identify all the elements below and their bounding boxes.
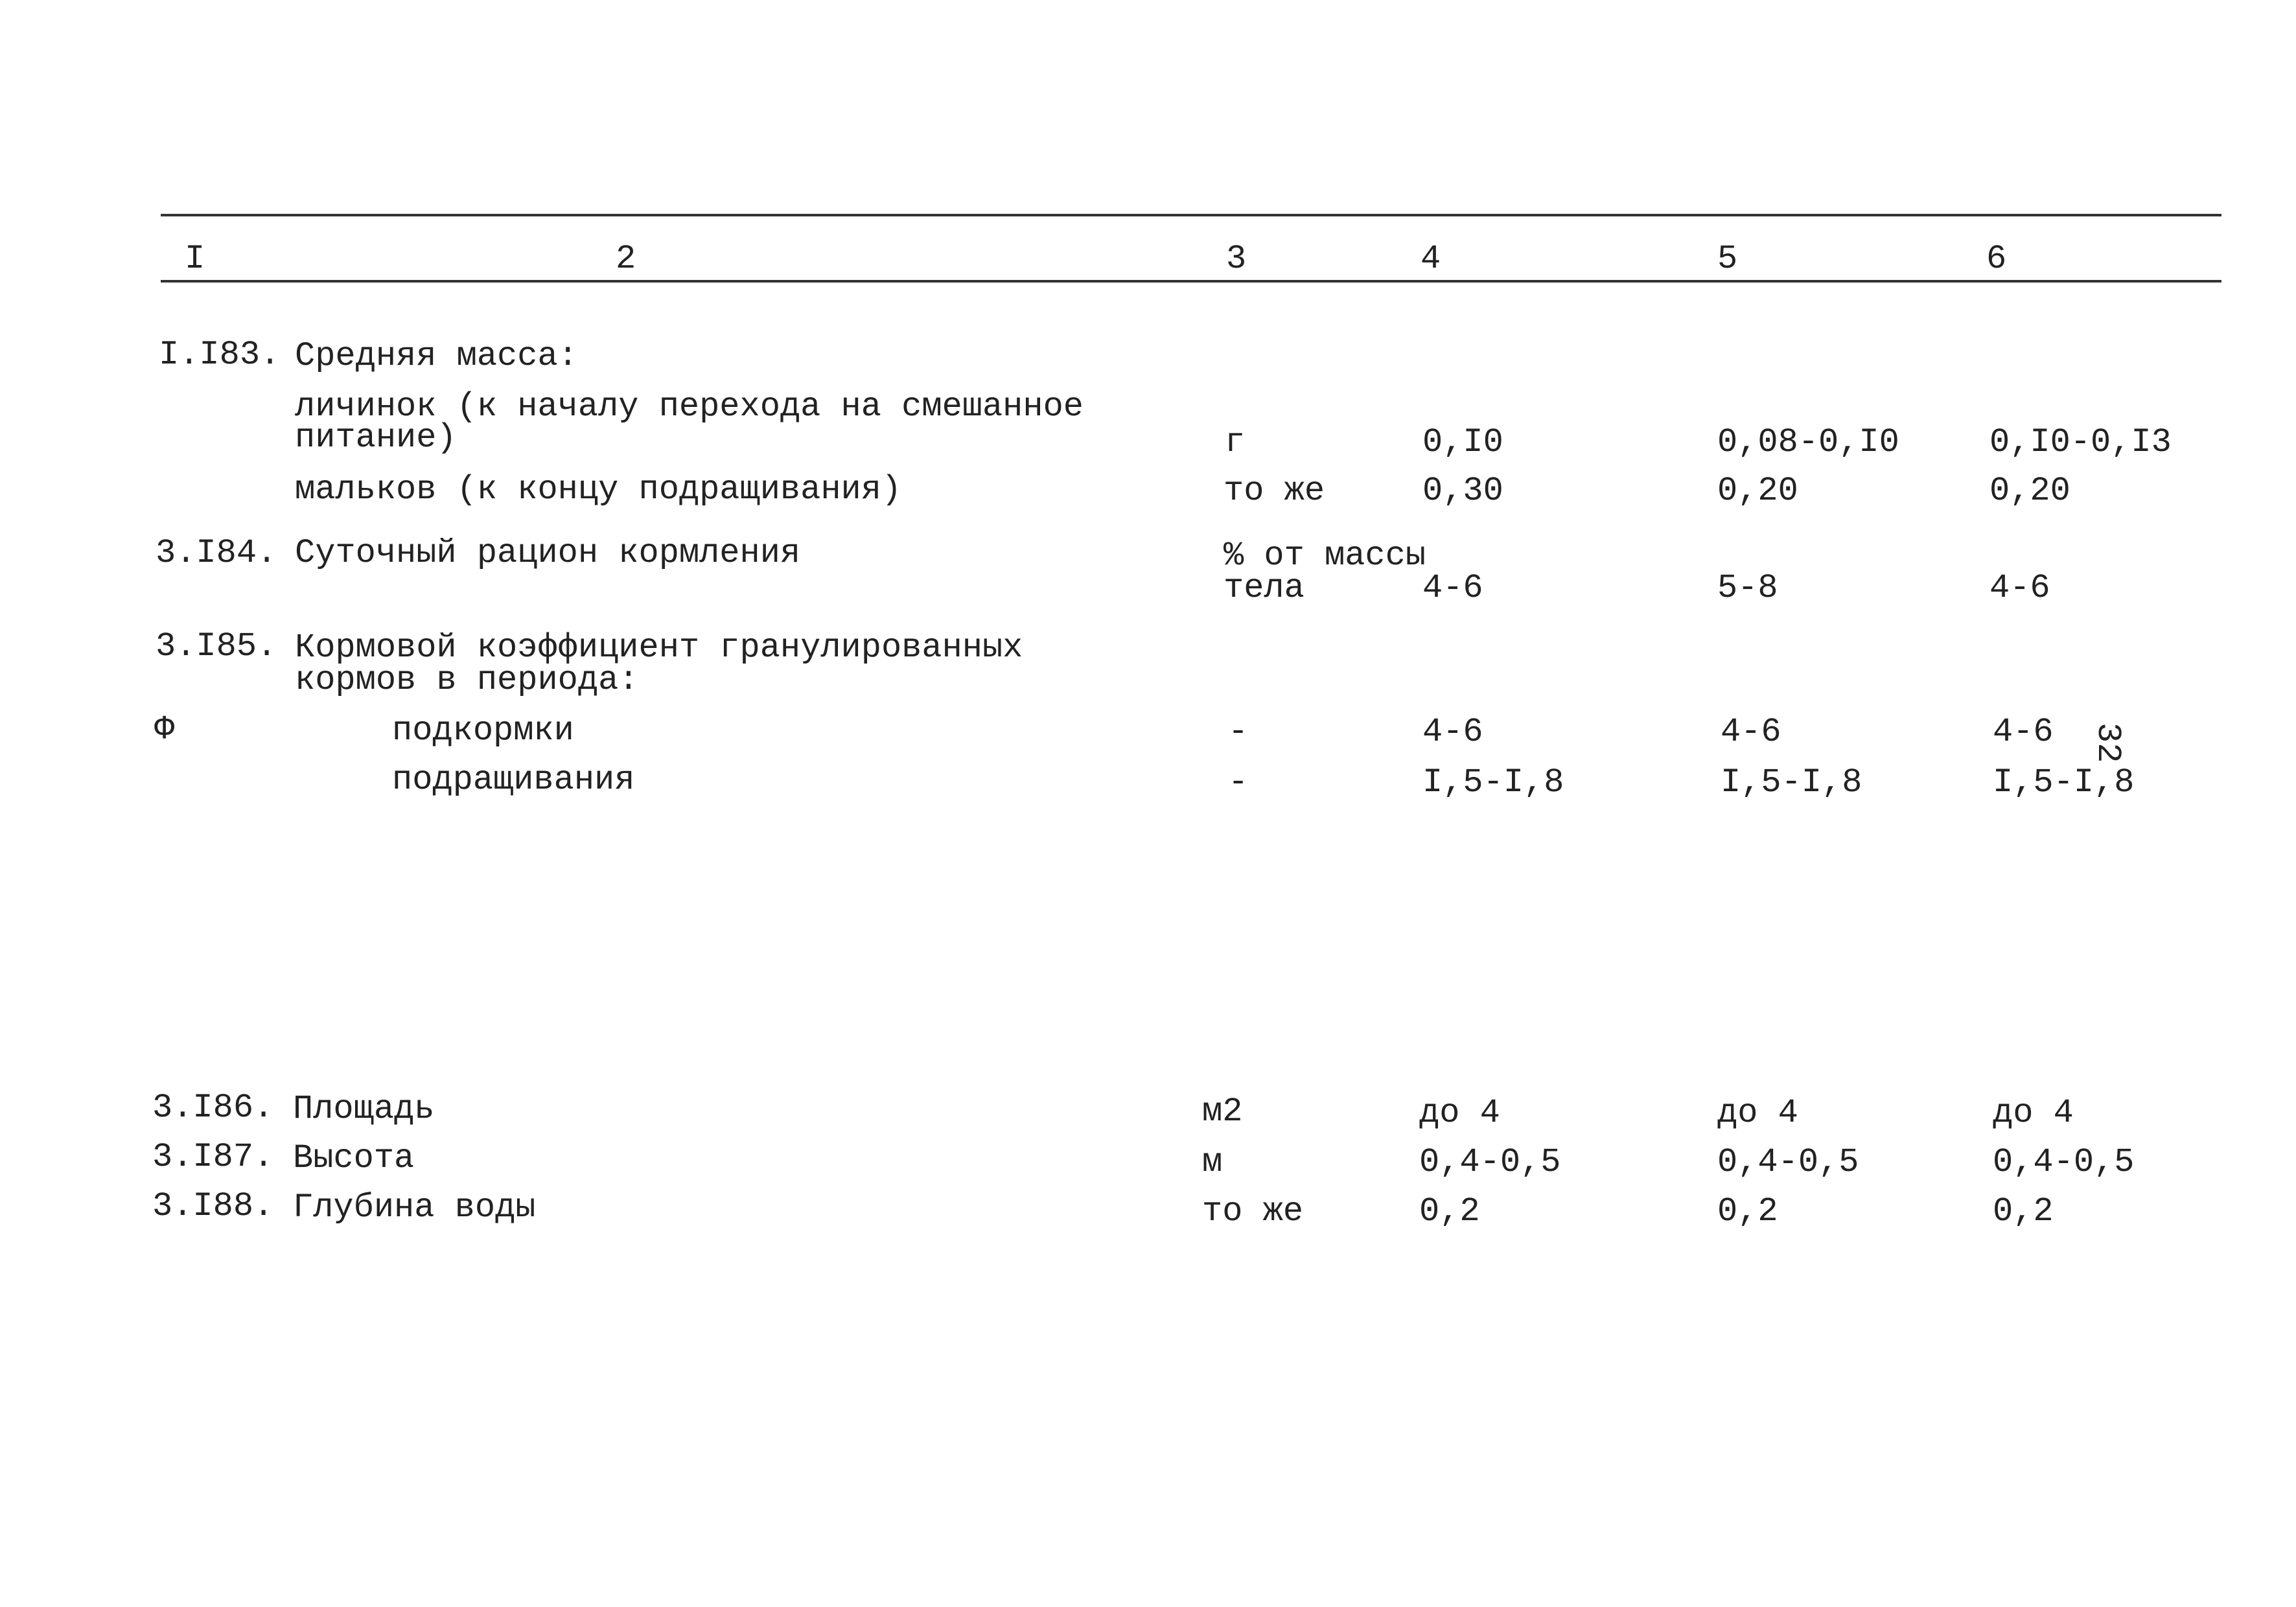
row-value-5: 0,08-0,I0 (1717, 423, 1899, 461)
row-value-6: 0,I0-0,I3 (1989, 423, 2172, 461)
row-value-4: 0,30 (1422, 472, 1503, 510)
row-unit: то же (1202, 1192, 1304, 1231)
row-name: питание) (295, 419, 457, 457)
row-value-4: 0,2 (1419, 1192, 1480, 1231)
row-value-5: до 4 (1717, 1094, 1798, 1132)
row-name: подкормки (392, 711, 574, 750)
row-name: личинок (к началу перехода на смешанное (295, 387, 1084, 426)
row-name: Глубина воды (293, 1188, 536, 1227)
row-value-4: до 4 (1419, 1094, 1500, 1132)
table-header-rule (161, 280, 2221, 283)
col-header-1: I (185, 240, 205, 278)
row-name: Площадь (293, 1090, 435, 1128)
row-value-4: 4-6 (1422, 569, 1483, 607)
row-name: Средняя масса: (295, 337, 578, 375)
row-value-4: I,5-I,8 (1422, 763, 1564, 802)
row-value-5: 0,2 (1717, 1192, 1778, 1231)
row-number: I.I83. (159, 336, 281, 374)
row-number: 3.I85. (156, 627, 277, 665)
row-value-6: I,5-I,8 (1993, 763, 2135, 802)
row-value-6: до 4 (1993, 1094, 2074, 1132)
row-name: Кормовой коэффициент гранулированных (295, 629, 1023, 667)
row-value-5: 4-6 (1721, 713, 1781, 751)
row-number: 3.I87. (152, 1138, 274, 1176)
row-number: 3.I84. (156, 534, 277, 572)
row-value-4: 0,I0 (1422, 423, 1503, 461)
row-value-6: 4-6 (1989, 569, 2050, 607)
row-name: Высота (293, 1139, 415, 1177)
row-number: 3.I86. (152, 1089, 274, 1127)
row-unit: то же (1223, 472, 1325, 510)
table-top-rule (161, 214, 2221, 216)
col-header-6: 6 (1986, 240, 2007, 278)
row-unit: - (1228, 763, 1249, 802)
row-unit: % от массы (1223, 537, 1426, 575)
row-unit: м (1202, 1143, 1223, 1181)
row-value-5: 0,4-0,5 (1717, 1143, 1859, 1181)
page-number: 32 (2089, 723, 2127, 763)
row-unit: м2 (1202, 1093, 1243, 1131)
row-name: Суточный рацион кормления (295, 534, 801, 572)
col-header-2: 2 (616, 240, 636, 278)
row-unit: г (1225, 423, 1246, 461)
row-unit: - (1228, 713, 1249, 751)
row-name: кормов в периода: (295, 661, 639, 699)
row-value-5: I,5-I,8 (1721, 763, 1862, 802)
col-header-4: 4 (1421, 240, 1441, 278)
col-header-3: 3 (1226, 240, 1247, 278)
row-value-4: 4-6 (1422, 713, 1483, 751)
row-unit: тела (1223, 569, 1305, 607)
col-header-5: 5 (1717, 240, 1738, 278)
row-number: 3.I88. (152, 1187, 274, 1225)
row-value-5: 0,20 (1717, 472, 1798, 510)
row-name: мальков (к концу подращивания) (295, 470, 902, 509)
row-value-6: 4-6 (1993, 713, 2054, 751)
row-value-6: 0,2 (1993, 1192, 2054, 1231)
row-value-4: 0,4-0,5 (1419, 1143, 1561, 1181)
row-name: подращивания (392, 761, 635, 799)
row-value-5: 5-8 (1717, 569, 1778, 607)
margin-mark: Ф (154, 710, 175, 748)
row-value-6: 0,4-0,5 (1993, 1143, 2135, 1181)
row-value-6: 0,20 (1989, 472, 2070, 510)
